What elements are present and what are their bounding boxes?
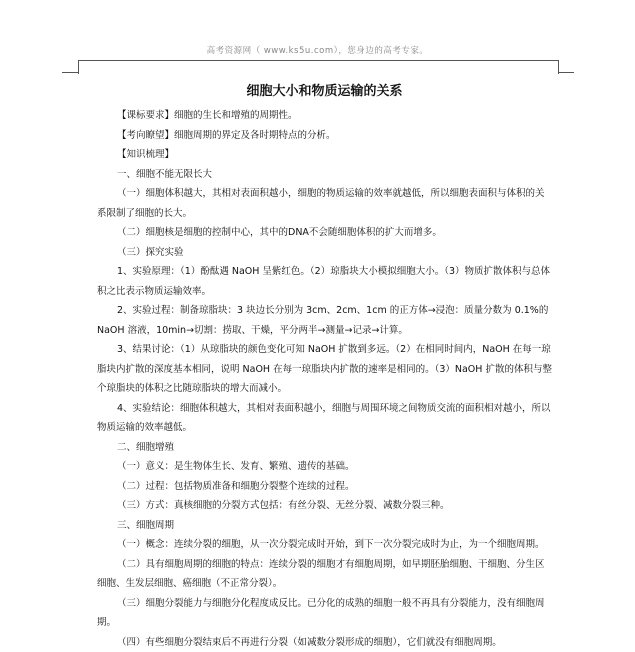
paragraph-line: （二）细胞核是细胞的控制中心，其中的DNA不会随细胞体积的扩大而增多。 — [97, 223, 552, 243]
paragraph-line: 1、实验原理：（1）酚酞遇 NaOH 呈紫红色。（2）琼脂块大小模拟细胞大小。（3）物质扩散体积与总体积之比表示物质运输效率。 — [97, 262, 552, 301]
paragraph-line: 一、细胞不能无限长大 — [97, 165, 552, 185]
paragraph-line: （三）探究实验 — [97, 243, 552, 263]
page-header: 高考资源网（ www.ks5u.com），您身边的高考专家。 — [0, 44, 635, 56]
paragraph-line: 三、细胞周期 — [97, 516, 552, 536]
paragraph-line: 【课标要求】细胞的生长和增殖的周期性。 — [97, 106, 552, 126]
document-body — [97, 82, 552, 652]
paragraph-line: （四）有些细胞分裂结束后不再进行分裂（如减数分裂形成的细胞），它们就没有细胞周期。 — [97, 633, 552, 652]
paragraph-line: （一）概念：连续分裂的细胞，从一次分裂完成时开始，到下一次分裂完成时为止，为一个细胞周期。 — [97, 535, 552, 555]
paragraph-list — [97, 106, 552, 652]
paragraph-line: 【知识梳理】 — [97, 145, 552, 165]
paragraph-line: 二、细胞增殖 — [97, 438, 552, 458]
paragraph-line: （二）过程：包括物质准备和细胞分裂整个连续的过程。 — [97, 477, 552, 497]
left-margin-mark — [62, 72, 78, 73]
paragraph-line: （三）细胞分裂能力与细胞分化程度成反比。已分化的成熟的细胞一般不再具有分裂能力，没有细胞周期。 — [97, 594, 552, 633]
document-title: 细胞大小和物质运输的关系 — [97, 82, 552, 102]
right-margin-mark — [558, 72, 574, 73]
paragraph-line: （三）方式：真核细胞的分裂方式包括：有丝分裂、无丝分裂、减数分裂三种。 — [97, 496, 552, 516]
paragraph-line: （二）具有细胞周期的细胞的特点：连续分裂的细胞才有细胞周期，如早期胚胎细胞、干细胞、分生区细胞、生发层细胞、癌细胞（不正常分裂）。 — [97, 555, 552, 594]
paragraph-line: 3、结果讨论：（1）从琼脂块的颜色变化可知 NaOH 扩散到多远。（2）在相同时间内，NaOH 在每一琼脂块内扩散的深度基本相同，说明 NaOH 在每一琼脂块内扩散的速率是相同的。（3）NaOH 扩散的体积与整个琼脂块的体积之比随琼脂块的增大而减小。 — [97, 340, 552, 399]
paragraph-line: 4、实验结论：细胞体积越大，其相对表面积越小，细胞与周围环境之间物质交流的面积相对越小，所以物质运输的效率越低。 — [97, 399, 552, 438]
paragraph-line: 2、实验过程：制备琼脂块：3 块边长分别为 3cm、2cm、1cm 的正方体→浸泡：质量分数为 0.1%的 NaOH 溶液，10min→切割：捞取、干燥，平分两半→测量→记录→计算。 — [97, 301, 552, 340]
header-left-tick — [78, 60, 79, 74]
paragraph-line: 【考向瞭望】细胞周期的界定及各时期特点的分析。 — [97, 126, 552, 146]
paragraph-line: （一）细胞体积越大，其相对表面积越小，细胞的物质运输的效率就越低，所以细胞表面积与体积的关系限制了细胞的长大。 — [97, 184, 552, 223]
paragraph-line: （一）意义：是生物体生长、发育、繁殖、遗传的基础。 — [97, 457, 552, 477]
header-rule — [78, 60, 558, 61]
